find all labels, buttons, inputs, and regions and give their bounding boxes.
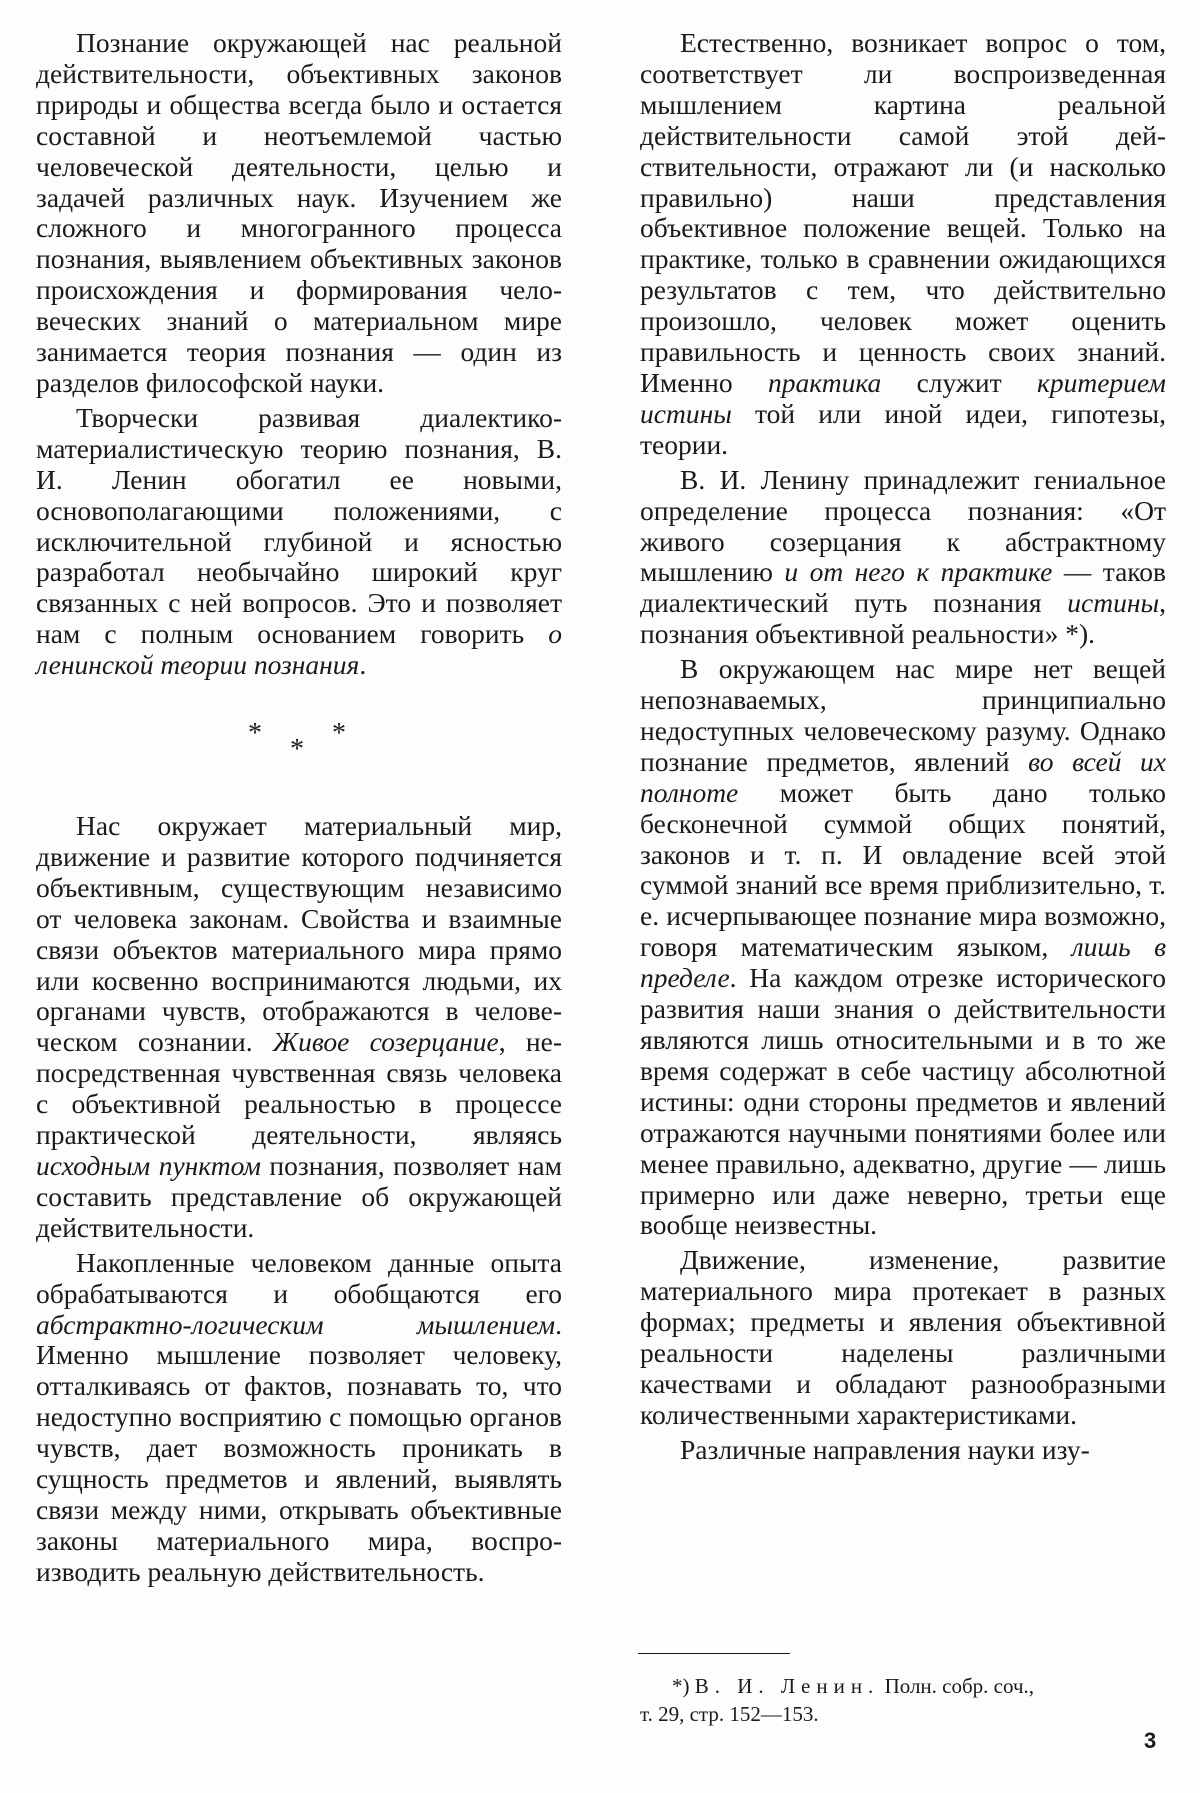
right-column: [640, 28, 1166, 1466]
italic-phrase: о ленинской теории познания: [36, 618, 562, 681]
paragraph-lenin-theory: [36, 403, 562, 681]
page-number: 3: [1144, 1728, 1157, 1753]
text-run: Творчески развивая диалектико-материалистическую теорию познания, В. И. Ленин обогатил ее новыми, основополагающими положениями, с исключительной глубиной и ясностью разработал необычайно широкий круг связанных с ней вопросов. Это и позволяет нам с полным основанием говорить: [36, 401, 562, 650]
left-column: [36, 28, 562, 1588]
text-run: . Именно мышление позволяет человеку, отталкиваясь от фактов, познавать то, что недоступно восприятию с помощью органов чувств, дает возможность проникать в сущность предметов и явлений, выявлять связи между ними, открывать объективные законы материального мира, воспроизводить реальную действительность.: [36, 1308, 562, 1587]
text-run: Нас окружает материальный мир, движение и развитие которого подчиняется объективным, существующим независимо от человека законам. Свойства и взаимные связи объектов материального мира прямо или косвенно воспринимаются людьми, их органами чувств, отображаются в человеческом сознании.: [36, 810, 562, 1058]
text-run: Накопленные человеком данные опыта обрабатываются и обобщаются его: [36, 1246, 562, 1309]
footnote: [640, 1672, 1166, 1728]
italic-phrase: критерием истины: [640, 366, 1166, 429]
paragraph-intro: Познание окружающей нас реальной действительности, объективных законов природы и общества всегда было и остается составной и неотъемлемой частью человеческой деятельности, целью и задачей различных наук. Изучением же сложного и многогранного процесса познания, выявлением объективных законов происхождения и формирования человеческих знаний о материальном мире занимается теория познания — один из разделов философской науки.: [36, 27, 562, 398]
italic-phrase: абстрактно-логическим мышлением: [36, 1308, 556, 1340]
asterisk: *: [290, 734, 304, 766]
paragraph-science-directions: Различные направления науки изу-: [680, 1433, 1090, 1465]
footnote-divider: [638, 1653, 790, 1654]
paragraph-lenin-definition: [640, 465, 1166, 650]
paragraph-abstract-thinking: [36, 1248, 562, 1588]
text-run: той или иной идеи, гипотезы, теории.: [640, 397, 1166, 460]
text-run: может быть дано только бесконечной суммой общих понятий, законов и т. п. И овладение всей этой суммой знаний все время приблизительно, т. е. исчерпывающее познание мира возможно, говоря математическим языком,: [640, 776, 1166, 963]
text-run: , непосредственная чувственная связь человека с объективной реальностью в процессе практической деятельности, являясь: [36, 1026, 562, 1151]
text-run: Естественно, возникает вопрос о том, соответствует ли воспроизведенная мышлением картина реальной действительности самой этой действительности, отражают ли (и насколько правильно) наши представления объективное положение вещей. Только на практике, только в сравнении ожидающихся результатов с тем, что действительно произошло, человек может оценить правильность и ценность своих знаний. Именно: [640, 27, 1166, 398]
text-run: — таков диалектический путь познания: [640, 556, 1166, 619]
italic-phrase: и от него к практике: [784, 556, 1053, 588]
footnote-author: В. И. Ленин.: [694, 1674, 880, 1698]
text-run: В окружающем нас мире нет вещей непознаваемых, принципиально недоступных человеческому разуму. Однако познание предметов, явлений: [640, 653, 1166, 777]
footnote-line-1: [640, 1672, 1166, 1700]
paragraph-motion: Движение, изменение, развитие материального мира протекает в разных формах; предметы и явления объективной реальности наделены различными качествами и обладают разнообразными количественными характеристиками.: [640, 1244, 1166, 1430]
italic-phrase: практика: [767, 366, 882, 398]
italic-phrase: лишь в пределе: [640, 931, 1167, 994]
footnote-line-2: т. 29, стр. 152—153.: [640, 1702, 819, 1726]
text-run: служит: [881, 366, 1037, 398]
paragraph-material-world: [36, 811, 562, 1244]
paragraph-knowability: [640, 654, 1166, 1241]
italic-phrase: истины: [1067, 587, 1160, 619]
asterisk: *: [332, 718, 346, 750]
paragraph-practice: [640, 28, 1166, 461]
footnote-marker: *): [672, 1674, 690, 1698]
section-asterism: [36, 715, 562, 775]
asterisk: *: [248, 718, 262, 750]
footnote-source: Полн. собр. соч.,: [884, 1674, 1035, 1698]
text-run: В. И. Ленину принадлежит гениальное определение процесса познания: «От живого созерцания к абстрактному мышлению: [640, 463, 1166, 588]
text-run: познания, позволяет нам составить представление об окружающей действительности.: [36, 1150, 562, 1243]
italic-phrase: Живое созерцание: [272, 1026, 499, 1058]
text-run: . На каждом отрезке исторического развития наши знания о действительности являются лишь относительными и в то же время содержат в себе частицу абсолютной истины: одни стороны предметов и явлений отражаются научными понятиями более или менее правильно, адекватно, другие — лишь примерно или даже неверно, третьи еще вообще неизвестны.: [640, 962, 1166, 1241]
text-run: , познания объективной реальности» *).: [640, 587, 1166, 650]
text-run: .: [359, 649, 367, 681]
italic-phrase: во всей их полноте: [640, 745, 1166, 808]
italic-phrase: исходным пунктом: [36, 1150, 261, 1181]
